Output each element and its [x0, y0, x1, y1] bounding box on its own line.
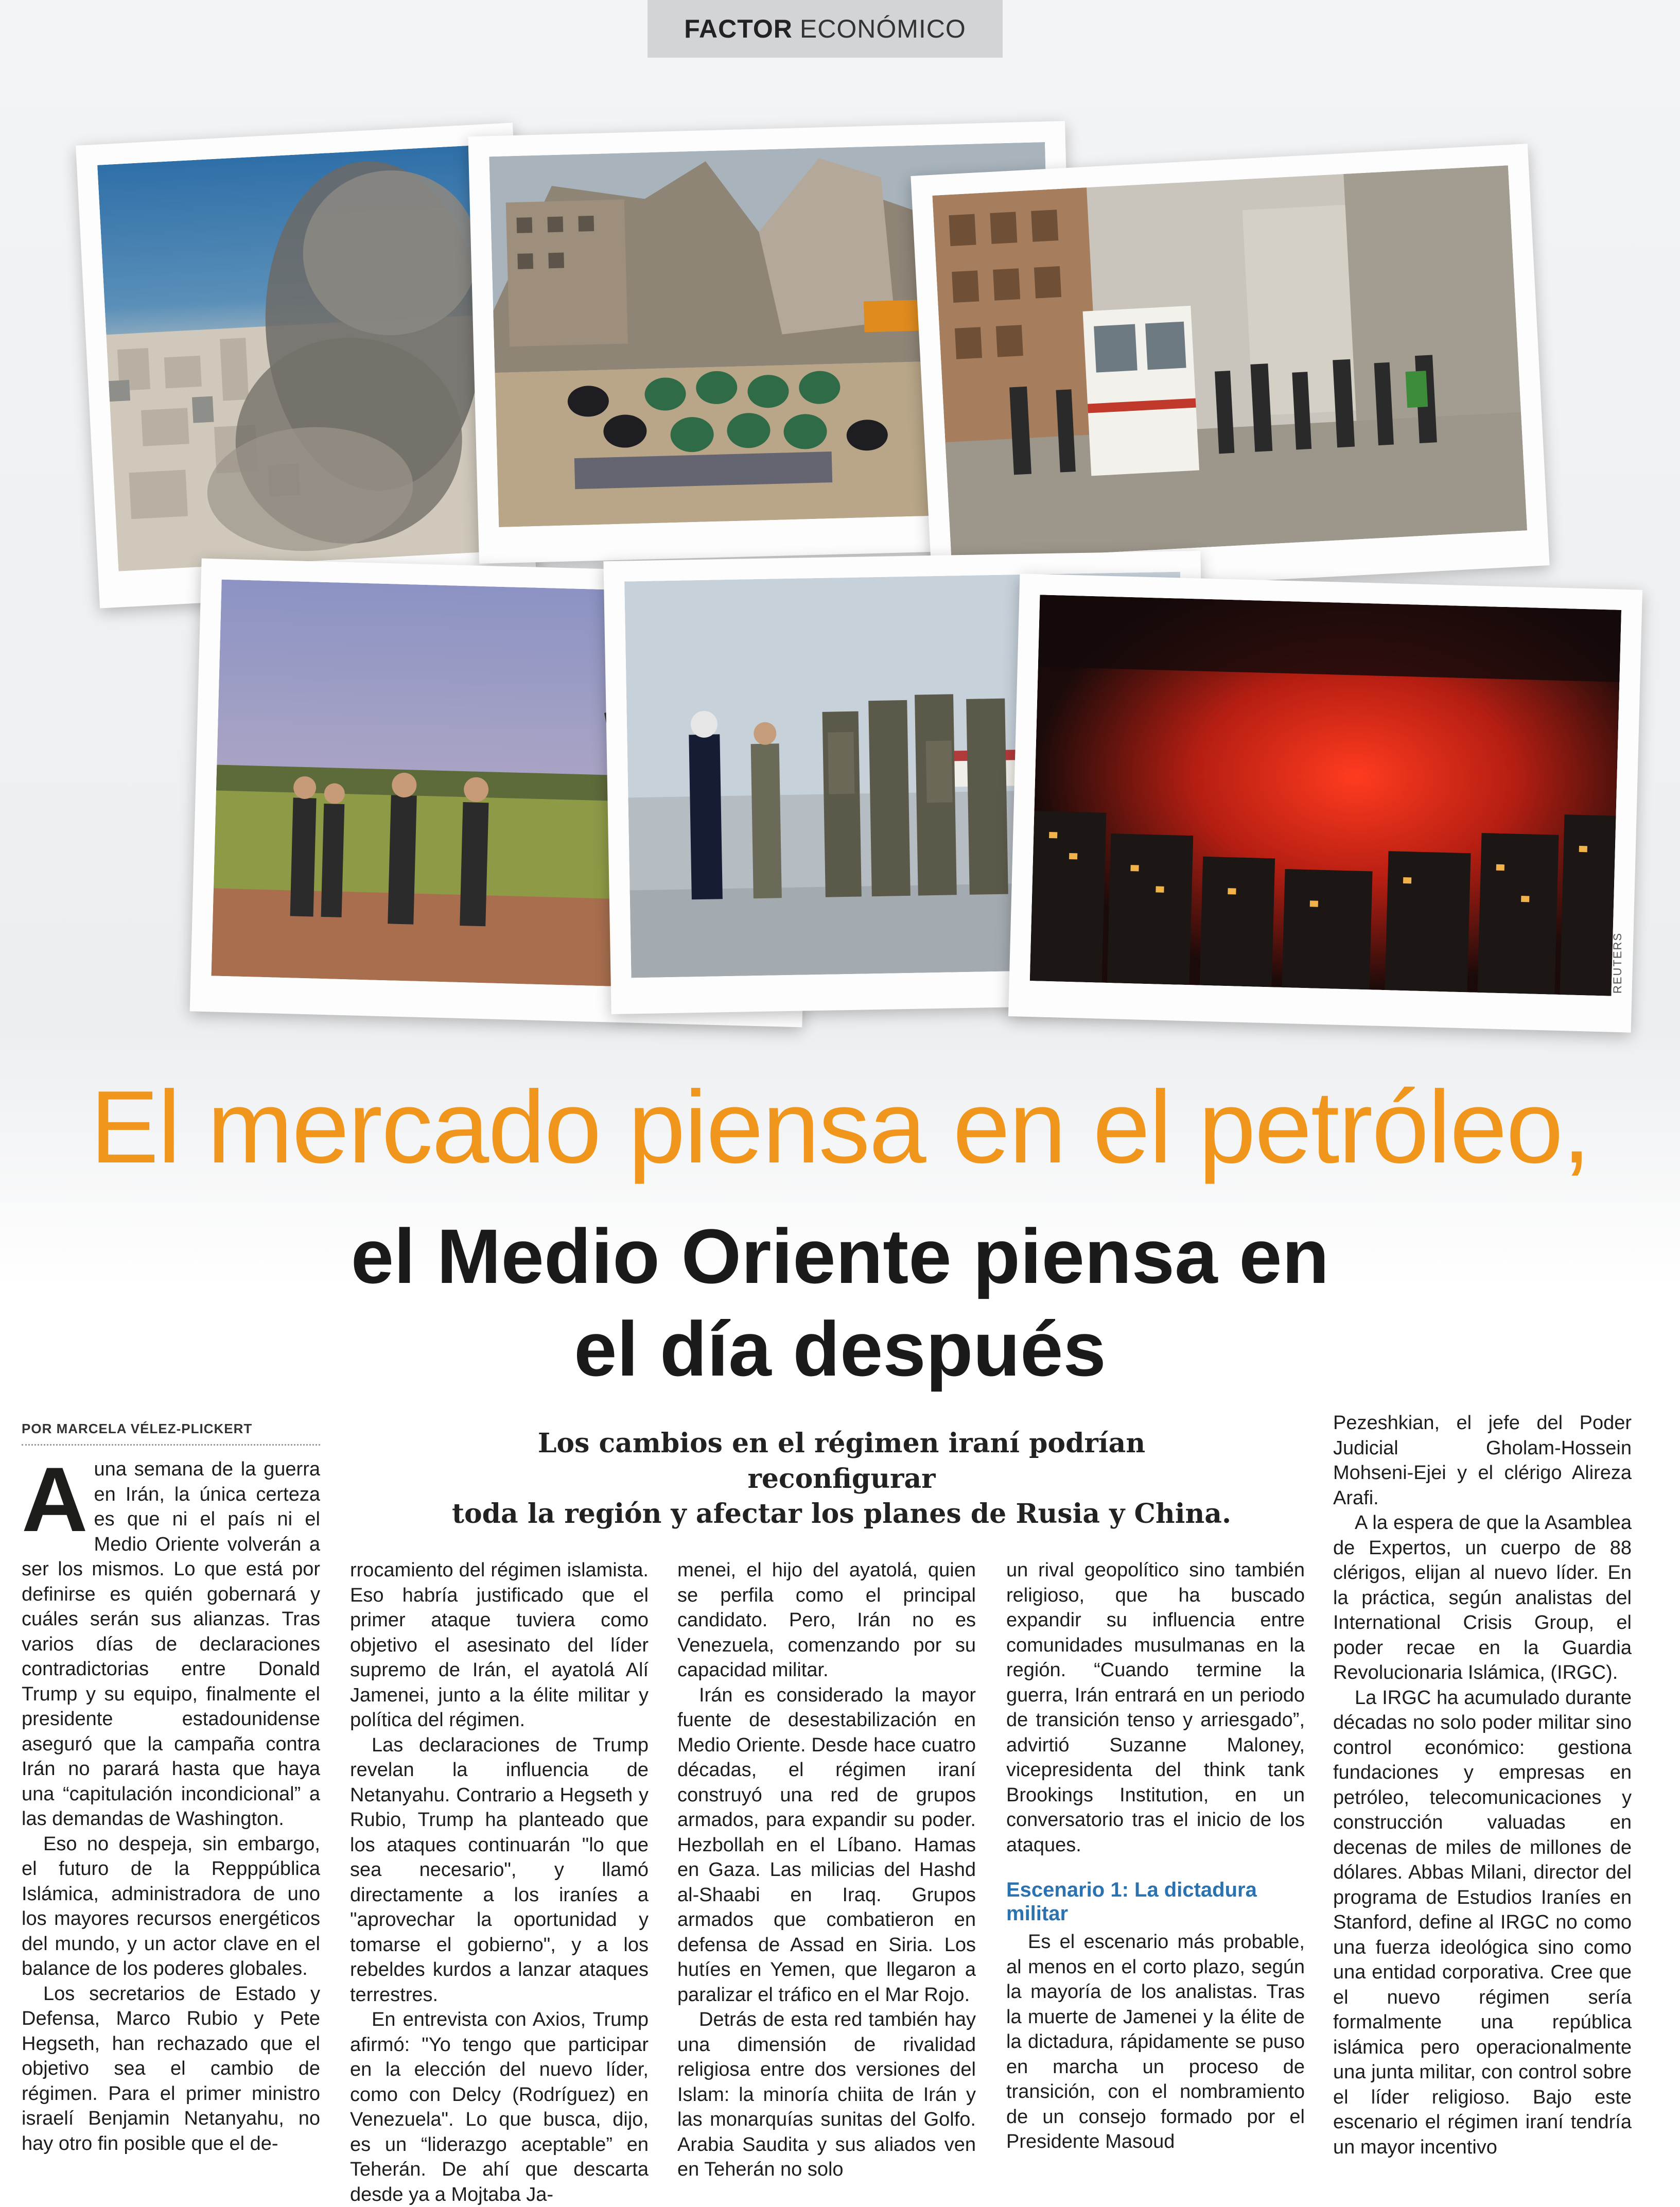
city-fire-night-photo [1008, 574, 1642, 1032]
headline-line2b: el día después [574, 1306, 1106, 1392]
subheading-escenario-1: Escenario 1: La dictadura militar [1006, 1879, 1257, 1925]
paragraph: A la espera de que la Asamblea de Expertos, un cuerpo de 88 clérigos, elijan al nuevo líder. En la práctica, según analistas del International Crisis Group, el poder recae en la Guardia Revolucionaria Islámica, (IRGC). [1333, 1512, 1632, 1683]
paragraph: La IRGC ha acumulado durante décadas no solo poder militar sino control económico: gestiona fundaciones y empresas en petróleo, telecomunicaciones y construcción valuadas en decenas de miles de millones de dólares. Abbas Milani, director del programa de Estudios Iraníes en Stanford, define al IRGC no como una fuerza ideológica sino como una entidad corporativa. Cree que el nuevo régimen sería formalmente una república islámica pero operacionalmente una junta militar, con control sobre el líder religioso. Bajo este escenario el régimen iraní tendría un mayor incentivo [1333, 1687, 1632, 2158]
article-column-2 [350, 1558, 649, 2207]
section-tag-bold: FACTOR [684, 14, 793, 43]
headline-line2 [0, 1210, 1680, 1395]
photo-credit: REUTERS [1611, 932, 1624, 994]
section-tag-light: ECONÓMICO [799, 14, 966, 43]
paragraph [22, 1448, 320, 1832]
paragraph: Los secretarios de Estado y Defensa, Marco Rubio y Pete Hegseth, han rechazado que el objetivo sea el cambio de régimen. Para el primer ministro israelí Benjamin Netanyahu, no hay otro fin posible que el de- [22, 1983, 320, 2154]
headline-line2a: el Medio Oriente piensa en [351, 1213, 1329, 1299]
paragraph: Pezeshkian, el jefe del Poder Judicial Gholam-Hossein Mohseni-Ejei y el clérigo Alireza Arafi. [1333, 1412, 1632, 1509]
paragraph: Detrás de esta red también hay una dimensión de rivalidad religiosa entre dos versiones del Islam: la minoría chiita de Irán y las monarquías sunitas del Golfo. Arabia Saudita y sus aliados ven en Teherán no solo [677, 2009, 976, 2180]
headline-line1: El mercado piensa en el petróleo, [90, 1070, 1590, 1185]
paragraph: Las declaraciones de Trump revelan la influencia de Netanyahu. Contrario a Hegseth y Rubio, Trump ha planteado que los ataques continuarán "lo que sea necesario", y llamó directamente a los iraníes a "aprovechar la oportunidad y tomarse el gobierno", y a los rebeldes kurdos a lanzar ataques terrestres. [350, 1734, 649, 2006]
article-column-3 [677, 1558, 976, 2182]
paragraph: menei, el hijo del ayatolá, quien se perfila como el principal candidato. Pero, Irán no es Venezuela, comenzando por su capacidad militar. [677, 1559, 976, 1681]
section-tag [647, 0, 1003, 58]
deck [448, 1426, 1235, 1532]
ambulance-street-photo [911, 144, 1549, 598]
paragraph-text: una semana de la guerra en Irán, la única certeza es que ni el país ni el Medio Oriente volverán a ser los mismos. Lo que está por definirse es quién gobernará y cuáles serán sus alianzas. Tras varios días de declaraciones contradictorias entre Donald Trump y su equipo, finalmente el presidente estadounidense aseguró que la campaña contra Irán no parará hasta que haya una “capitulación incondicional” a las demandas de Washington. [22, 1458, 320, 1830]
article-column-4 [1006, 1558, 1305, 2154]
paragraph: Es el escenario más probable, al menos en el corto plazo, según la mayoría de los analistas. Tras la muerte de Jamenei y la élite de la dictadura, rápidamente se puso en marcha un proceso de transición, con el nombramiento de un consejo formado por el Presidente Masoud [1006, 1931, 1305, 2152]
drop-cap: A [22, 1448, 88, 1551]
paragraph: rrocamiento del régimen islamista. Eso habría justificado que el primer ataque tuviera como objetivo el asesinato del líder supremo de Irán, el ayatolá Alí Jamenei, junto a la élite militar y política del régimen. [350, 1559, 649, 1731]
paragraph: Eso no despeja, sin embargo, el futuro de la Repppública Islámica, administradora de uno los mayores recursos energéticos del mundo, y un actor clave en el balance de los poderes globales. [22, 1833, 320, 1979]
byline: POR MARCELA VÉLEZ-PLICKERT [22, 1421, 320, 1446]
deck-line1: Los cambios en el régimen iraní podrían reconfigurar [537, 1428, 1146, 1494]
deck-line2: toda la región y afectar los planes de Rusia y China. [451, 1498, 1232, 1530]
paragraph: Irán es considerado la mayor fuente de desestabilización en Medio Oriente. Desde hace cuatro décadas, el régimen iraní construyó una red de grupos armados, para expandir su poder. Hezbollah en el Líbano. Hamas en Gaza. Las milicias del Hashd al-Shaabi en Iraq. Grupos armados que combatieron en defensa de Assad en Siria. Los hutíes en Yemen, que llegaron a paralizar el tráfico en el Mar Rojo. [677, 1684, 976, 2006]
paragraph: En entrevista con Axios, Trump afirmó: "Yo tengo que participar en la elección del nuevo líder, como con Delcy (Rodríguez) en Venezuela". Lo que busca, dijo, es un “liderazgo aceptable” en Teherán. De ahí que descarta desde ya a Mojtaba Ja- [350, 2009, 649, 2205]
article-column-5 [1333, 1411, 1632, 2160]
article-column-1 [22, 1448, 320, 2156]
paragraph: un rival geopolítico sino también religioso, que ha buscado expandir su influencia entre comunidades musulmanas en la región. “Cuando termine la guerra, Irán entrará en un periodo de transición tenso y arriesgado”, advirtió Suzanne Maloney, vicepresidenta del think tank Brookings Institution, en un conversatorio tras el inicio de los ataques. [1006, 1559, 1305, 1856]
smoke-over-city-photo [76, 123, 537, 608]
